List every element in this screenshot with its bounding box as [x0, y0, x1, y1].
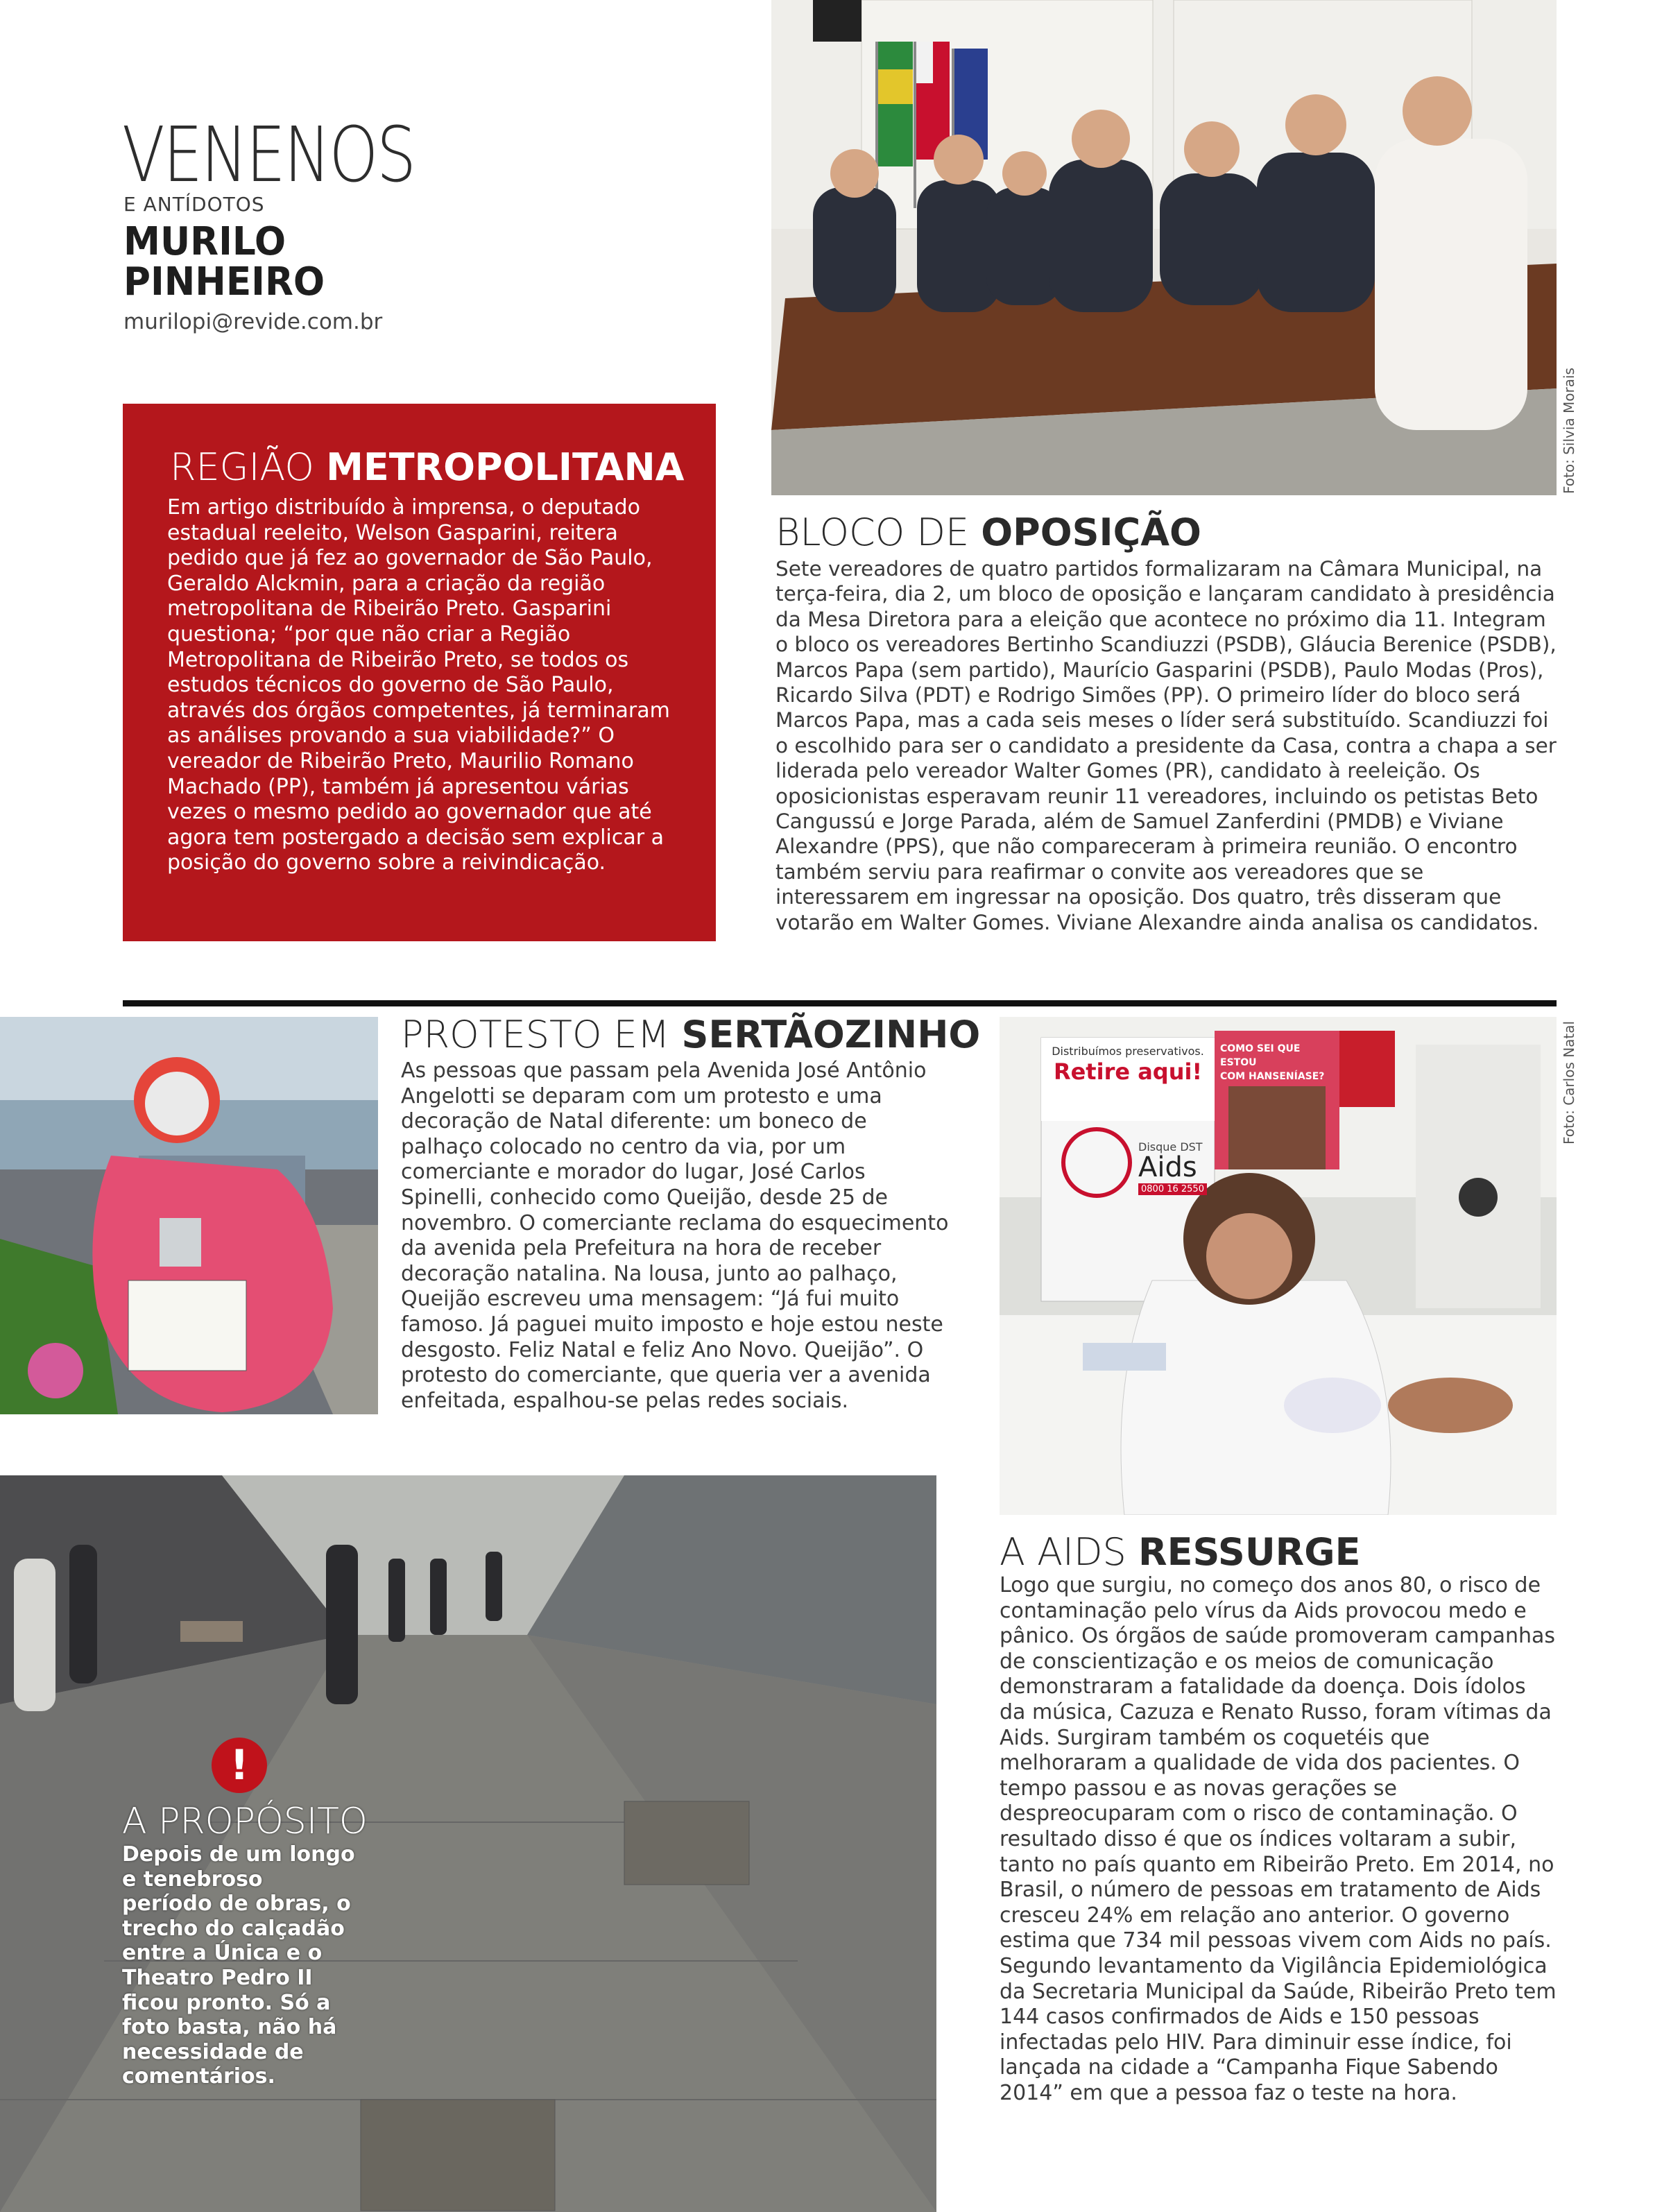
aids-title-light: A AIDS: [1000, 1530, 1138, 1574]
poster-phone: 0800 16 2550: [1138, 1183, 1207, 1195]
poster-line2: Retire aqui!: [1053, 1058, 1203, 1085]
aids-body: Logo que surgiu, no começo dos anos 80, o risco de contaminação pelo vírus da Aids provocou medo e pânico. Os órgãos de saúde promoveram campanhas de conscientização e os meios de comunicação demonstraram a fatalidade da doença. Dois ídolos da música, Cazuza e Renato Russo, foram vítimas da Aids. Surgiram também os coquetéis que melhoraram a qualidade de vida dos pacientes. O tempo passou e as novas gerações se despreocuparam com o risco de contaminação. O resultado disso é que os índices voltaram a subir, tanto no país quanto em Ribeirão Preto. Em 2014, no Brasil, o número de pessoas em tratamento de Aids cresceu 24% em relação ano anterior. O governo estima que 734 mil pessoas vivem com Aids no país. Segundo levantamento da Vigilância Epidemiológica da Secretaria Municipal da Saúde, Ribeirão Preto tem 144 casos confirmados de Aids e 150 pessoas infectadas pelo HIV. Para diminuir esse índice, foi lançada na cidade a “Campanha Fique Sabendo 2014” em que a pessoa faz o teste na hora.: [1000, 1573, 1557, 2105]
aids-title-bold: RESSURGE: [1138, 1530, 1361, 1574]
poster-hans-line1: COMO SEI QUE ESTOU: [1220, 1043, 1301, 1068]
aids-photo-credit: Foto: Carlos Natal: [1561, 1020, 1577, 1144]
protesto-title-bold: SERTÃOZINHO: [681, 1013, 981, 1056]
regiao-title-light: REGIÃO: [170, 445, 327, 489]
protesto-title-light: PROTESTO EM: [401, 1013, 682, 1056]
column-subtitle: E ANTÍDOTOS: [123, 193, 265, 216]
regiao-metropolitana-box: [123, 404, 716, 941]
bloco-photo-credit: Foto: Silvia Morais: [1561, 368, 1577, 494]
author-name: [123, 219, 325, 305]
poster-hans-line2: COM HANSENÍASE?: [1220, 1071, 1325, 1082]
bloco-title-light: BLOCO DE: [775, 511, 982, 554]
author-email[interactable]: murilopi@revide.com.br: [123, 309, 383, 334]
bloco-title-bold: OPOSIÇÃO: [981, 511, 1201, 554]
poster-disque: Disque DST: [1138, 1140, 1203, 1154]
proposito-body: Depois de um longo e tenebroso período de obras, o trecho do calçadão entre a Única e o Theatro Pedro II ficou pronto. Só a foto basta, não há necessidade de comentários.: [122, 1842, 355, 2089]
protesto-photo: [0, 1017, 378, 1414]
proposito-title: A PROPÓSITO: [122, 1801, 368, 1842]
alert-icon: !: [212, 1738, 267, 1793]
regiao-body: Em artigo distribuído à imprensa, o deputado estadual reeleito, Welson Gasparini, reitera pedido que já fez ao governador de São Paulo, Geraldo Alckmin, para a criação da região metropolitana de Ribeirão Preto. Gasparini questiona; “por que não criar a Região Metropolitana de Ribeirão Preto, se todos os estudos técnicos do governo de São Paulo, através dos órgãos competentes, já terminaram as análises provando a sua viabilidade?” O vereador de Ribeirão Preto, Maurilio Romano Machado (PP), também já apresentou várias vezes o mesmo pedido ao governador que até agora tem postergado a decisão sem explicar a posição do governo sobre a reivindicação.: [167, 495, 670, 875]
poster-hanseniase: [1220, 1042, 1338, 1083]
column-title: VENENOS: [122, 110, 415, 199]
aids-title: [1000, 1532, 1360, 1573]
bloco-title: [775, 512, 1201, 554]
poster-preservativos: [1049, 1045, 1206, 1085]
regiao-title-bold: METROPOLITANA: [326, 445, 685, 489]
bloco-body: Sete vereadores de quatro partidos formalizaram na Câmara Municipal, na terça-feira, dia 2, um bloco de oposição e lançaram candidato à presidência da Mesa Diretora para a eleição que acontece no próximo dia 11. Integram o bloco os vereadores Bertinho Scandiuzzi (PSDB), Gláucia Berenice (PSDB), Marcos Papa (sem partido), Maurício Gasparini (PSDB), Paulo Modas (Pros), Ricardo Silva (PDT) e Rodrigo Simões (PP). O primeiro líder do bloco será Marcos Papa, mas a cada seis meses o líder será substituído. Scandiuzzi foi o escolhido para ser o candidato a presidente da Casa, contra a chapa a ser liderada pelo vereador Walter Gomes (PR), candidato à reeleição. Os oposicionistas esperavam reunir 11 vereadores, incluindo os petistas Beto Cangussú e Jorge Parada, além de Samuel Zanferdini (PMDB) e Viviane Alexandre (PPS), que não compareceram à primeira reunião. O encontro também serviu para reafirmar o convite aos vereadores que se interessarem em ingressar na oposição. Dos quatro, três disseram que votarão em Walter Gomes. Viviane Alexandre ainda analisa os candidatos.: [775, 557, 1557, 934]
poster-line1: Distribuímos preservativos.: [1052, 1045, 1204, 1058]
regiao-title: [170, 447, 684, 488]
poster-aids: Aids: [1138, 1151, 1197, 1183]
aids-photo: [1000, 1017, 1557, 1515]
bloco-photo: [771, 0, 1557, 495]
section-divider: [123, 1000, 1557, 1006]
protesto-title: [401, 1014, 980, 1056]
author-first-name: MURILO: [123, 219, 286, 264]
protesto-body: As pessoas que passam pela Avenida José Antônio Angelotti se deparam com um protesto e uma decoração de Natal diferente: um boneco de palhaço colocado no centro da via, por um comerciante e morador do lugar, José Carlos Spinelli, conhecido como Queijão, desde 25 de novembro. O comerciante reclama do esquecimento da avenida pela Prefeitura na hora de receber decoração natalina. Na lousa, junto ao palhaço, Queijão escreveu uma mensagem: “Já fui muito famoso. Já paguei muito imposto e hoje estou neste desgosto. Feliz Natal e feliz Ano Novo. Queijão”. O protesto do comerciante, que queria ver a avenida enfeitada, espalhou-se pelas redes sociais.: [401, 1058, 949, 1413]
author-last-name: PINHEIRO: [123, 259, 325, 305]
